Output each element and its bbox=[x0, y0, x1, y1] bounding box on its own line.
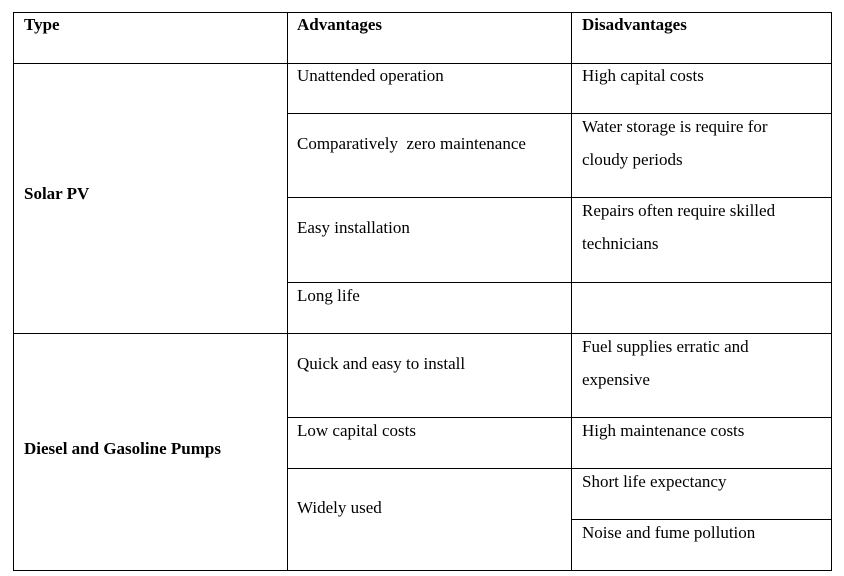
header-advantages: Advantages bbox=[297, 15, 383, 34]
table-border-right bbox=[831, 12, 832, 571]
disadvantage-item: technicians bbox=[582, 234, 659, 253]
comparison-table bbox=[13, 12, 832, 571]
advantage-item: Long life bbox=[297, 286, 360, 305]
header-disadvantages: Disadvantages bbox=[582, 15, 687, 34]
disadvantage-item: Water storage is require for bbox=[582, 117, 768, 136]
advantage-item: Low capital costs bbox=[297, 421, 416, 440]
column-divider bbox=[571, 12, 572, 571]
disadvantage-item: High capital costs bbox=[582, 66, 704, 85]
advantage-item: Widely used bbox=[297, 498, 382, 517]
disadvantage-item: expensive bbox=[582, 370, 650, 389]
disadvantage-item: Repairs often require skilled bbox=[582, 201, 776, 220]
disadvantage-item: Noise and fume pollution bbox=[582, 523, 756, 542]
advantage-item: Quick and easy to install bbox=[297, 354, 466, 373]
column-divider bbox=[287, 12, 288, 571]
advantage-item: Comparatively zero maintenance bbox=[297, 134, 526, 153]
disadvantage-item: Fuel supplies erratic and bbox=[582, 337, 749, 356]
table-border-bottom bbox=[13, 570, 832, 571]
disadvantage-item: cloudy periods bbox=[582, 150, 683, 169]
header-type: Type bbox=[24, 15, 60, 34]
row-divider bbox=[287, 468, 832, 469]
row-divider bbox=[287, 282, 832, 283]
advantage-item: Easy installation bbox=[297, 218, 410, 237]
table-border-top bbox=[13, 12, 832, 13]
disadvantage-item: High maintenance costs bbox=[582, 421, 745, 440]
type-label-solar-pv: Solar PV bbox=[24, 184, 90, 203]
type-label-diesel-gasoline: Diesel and Gasoline Pumps bbox=[24, 439, 221, 458]
advantage-item: Unattended operation bbox=[297, 66, 444, 85]
disadvantage-item: Short life expectancy bbox=[582, 472, 727, 491]
table-border-left bbox=[13, 12, 14, 571]
